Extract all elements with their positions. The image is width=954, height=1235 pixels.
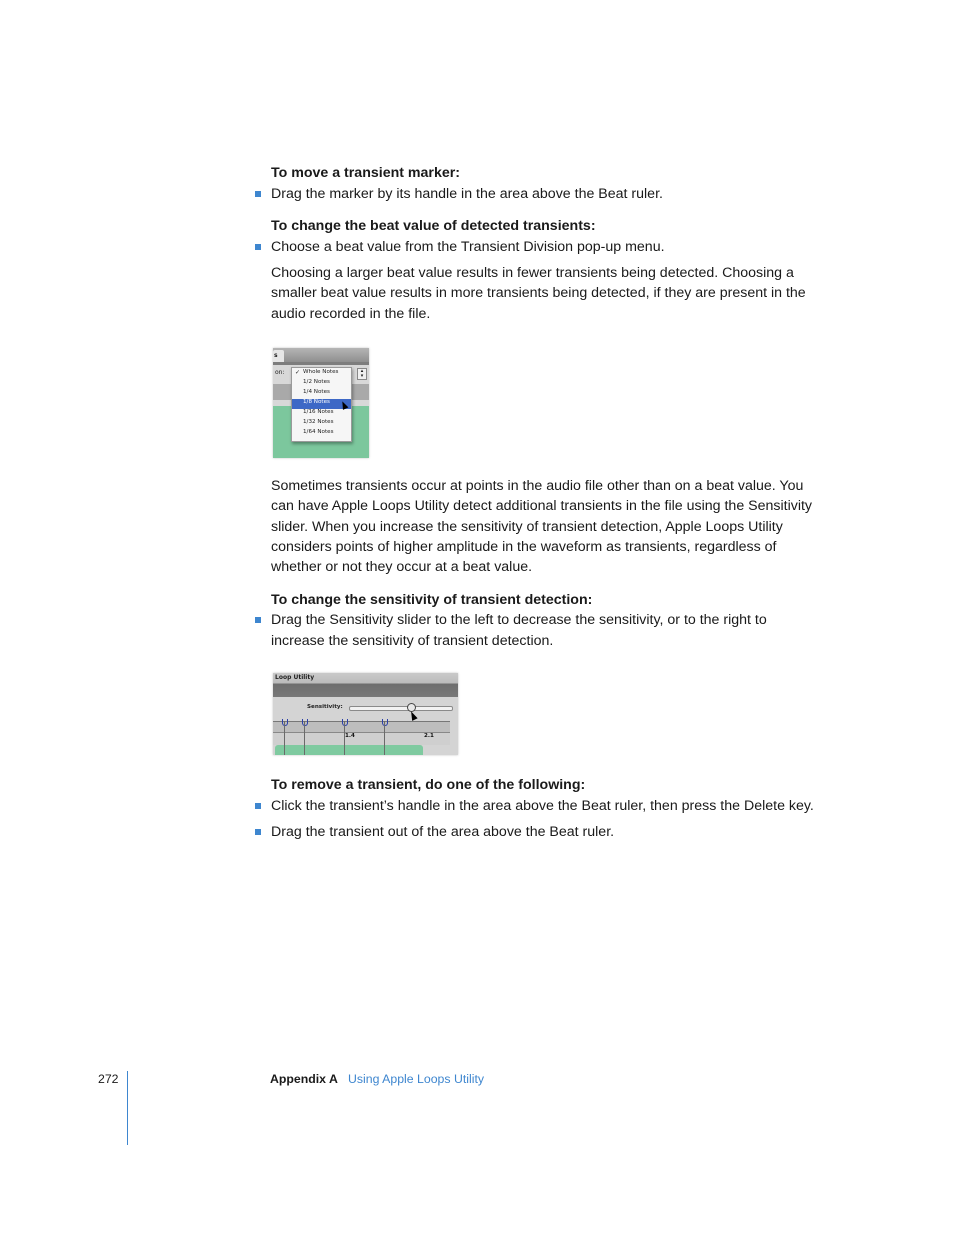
popup-arrows-icon[interactable]: ▴ ▾ xyxy=(357,368,367,380)
bullet-text: Choose a beat value from the Transient Division pop-up menu. xyxy=(271,239,665,255)
footer-divider xyxy=(127,1071,128,1145)
transient-division-menu-screenshot xyxy=(273,348,369,458)
page-number: 272 xyxy=(98,1072,119,1086)
transient-line xyxy=(284,721,285,755)
appendix-label: Appendix A xyxy=(270,1072,338,1086)
menu-item-eighth-notes[interactable]: 1/8 Notes xyxy=(292,399,351,409)
bullet-item xyxy=(255,237,831,258)
paragraph-line: can have Apple Loops Utility detect additional transients in the file using the Sensitivity xyxy=(271,498,813,515)
window-title: Loop Utility xyxy=(275,674,315,681)
toolbar-divider xyxy=(273,362,369,365)
bullet-text: Drag the marker by its handle in the area above the Beat ruler. xyxy=(271,186,663,202)
transient-line xyxy=(304,721,305,755)
bullet-square-icon xyxy=(255,803,261,809)
transient-handle-icon[interactable] xyxy=(302,719,308,726)
waveform-area xyxy=(275,745,423,755)
bullet-item xyxy=(255,796,831,817)
paragraph-line: considers points of higher amplitude in the waveform as transients, regardless of xyxy=(271,538,777,555)
menu-item-thirty-second-notes[interactable]: 1/32 Notes xyxy=(303,419,334,425)
window-titlebar xyxy=(273,348,369,362)
transient-handle-icon[interactable] xyxy=(382,719,388,726)
sensitivity-slider-track[interactable] xyxy=(349,706,453,711)
heading-change-beat-value: To change the beat value of detected transients: xyxy=(271,218,596,234)
bullet-line: Drag the Sensitivity slider to the left to decrease the sensitivity, or to the right to xyxy=(271,612,767,628)
paragraph-line: whether or not they occur at a beat value. xyxy=(271,559,533,576)
transient-line xyxy=(344,721,345,755)
bullet-item xyxy=(255,610,831,651)
transient-marker-area[interactable] xyxy=(273,721,450,732)
menu-item-half-notes[interactable]: 1/2 Notes xyxy=(303,379,330,385)
heading-change-sensitivity: To change the sensitivity of transient detection: xyxy=(271,592,593,608)
bullet-item xyxy=(255,184,831,205)
paragraph-line: Choosing a larger beat value results in fewer transients being detected. Choosing a xyxy=(271,265,794,281)
paragraph-sensitivity-intro xyxy=(271,476,831,577)
transient-handle-icon[interactable] xyxy=(282,719,288,726)
menu-item-sixty-fourth-notes[interactable]: 1/64 Notes xyxy=(303,429,334,435)
bullet-square-icon xyxy=(255,244,261,250)
bullet-text: Drag the transient out of the area above the Beat ruler. xyxy=(271,824,615,840)
menu-item-sixteenth-notes[interactable]: 1/16 Notes xyxy=(303,409,334,415)
paragraph-line: smaller beat value results in more transients being detected, if they are present in the xyxy=(271,285,806,302)
beat-tick-label: 1.4 xyxy=(345,733,355,739)
transient-division-label: on: xyxy=(275,369,285,376)
checkmark-icon: ✓ xyxy=(295,369,301,376)
paragraph-line: slider. When you increase the sensitivity of transient detection, Apple Loops Utility xyxy=(271,518,783,535)
beat-tick-label: 2.1 xyxy=(424,733,434,739)
bullet-text xyxy=(271,610,831,651)
paragraph-beat-value xyxy=(271,263,831,324)
bullet-square-icon xyxy=(255,829,261,835)
menu-item-whole-notes[interactable]: ✓ Whole Notes xyxy=(295,369,339,376)
heading-move-marker: To move a transient marker: xyxy=(271,165,460,181)
bullet-square-icon xyxy=(255,617,261,623)
sensitivity-label: Sensitivity: xyxy=(307,704,343,710)
chapter-title-link[interactable]: Using Apple Loops Utility xyxy=(348,1072,485,1086)
paragraph-line: Sometimes transients occur at points in the audio file other than on a beat value. You xyxy=(271,478,804,494)
transient-handle-icon[interactable] xyxy=(342,719,348,726)
transient-line xyxy=(384,721,385,755)
bullet-item xyxy=(255,822,831,843)
menu-item-quarter-notes[interactable]: 1/4 Notes xyxy=(303,389,330,395)
bullet-text: Click the transient’s handle in the area above the Beat ruler, then press the Delete key. xyxy=(271,798,814,814)
bullet-square-icon xyxy=(255,191,261,197)
paragraph-line: audio recorded in the file. xyxy=(271,305,431,322)
heading-remove-transient: To remove a transient, do one of the following: xyxy=(271,777,586,793)
sensitivity-slider-screenshot xyxy=(273,673,458,755)
bullet-line: increase the sensitivity of transient detection. xyxy=(271,632,554,649)
window-tab: s xyxy=(273,350,284,362)
mouse-pointer-icon xyxy=(408,710,417,721)
